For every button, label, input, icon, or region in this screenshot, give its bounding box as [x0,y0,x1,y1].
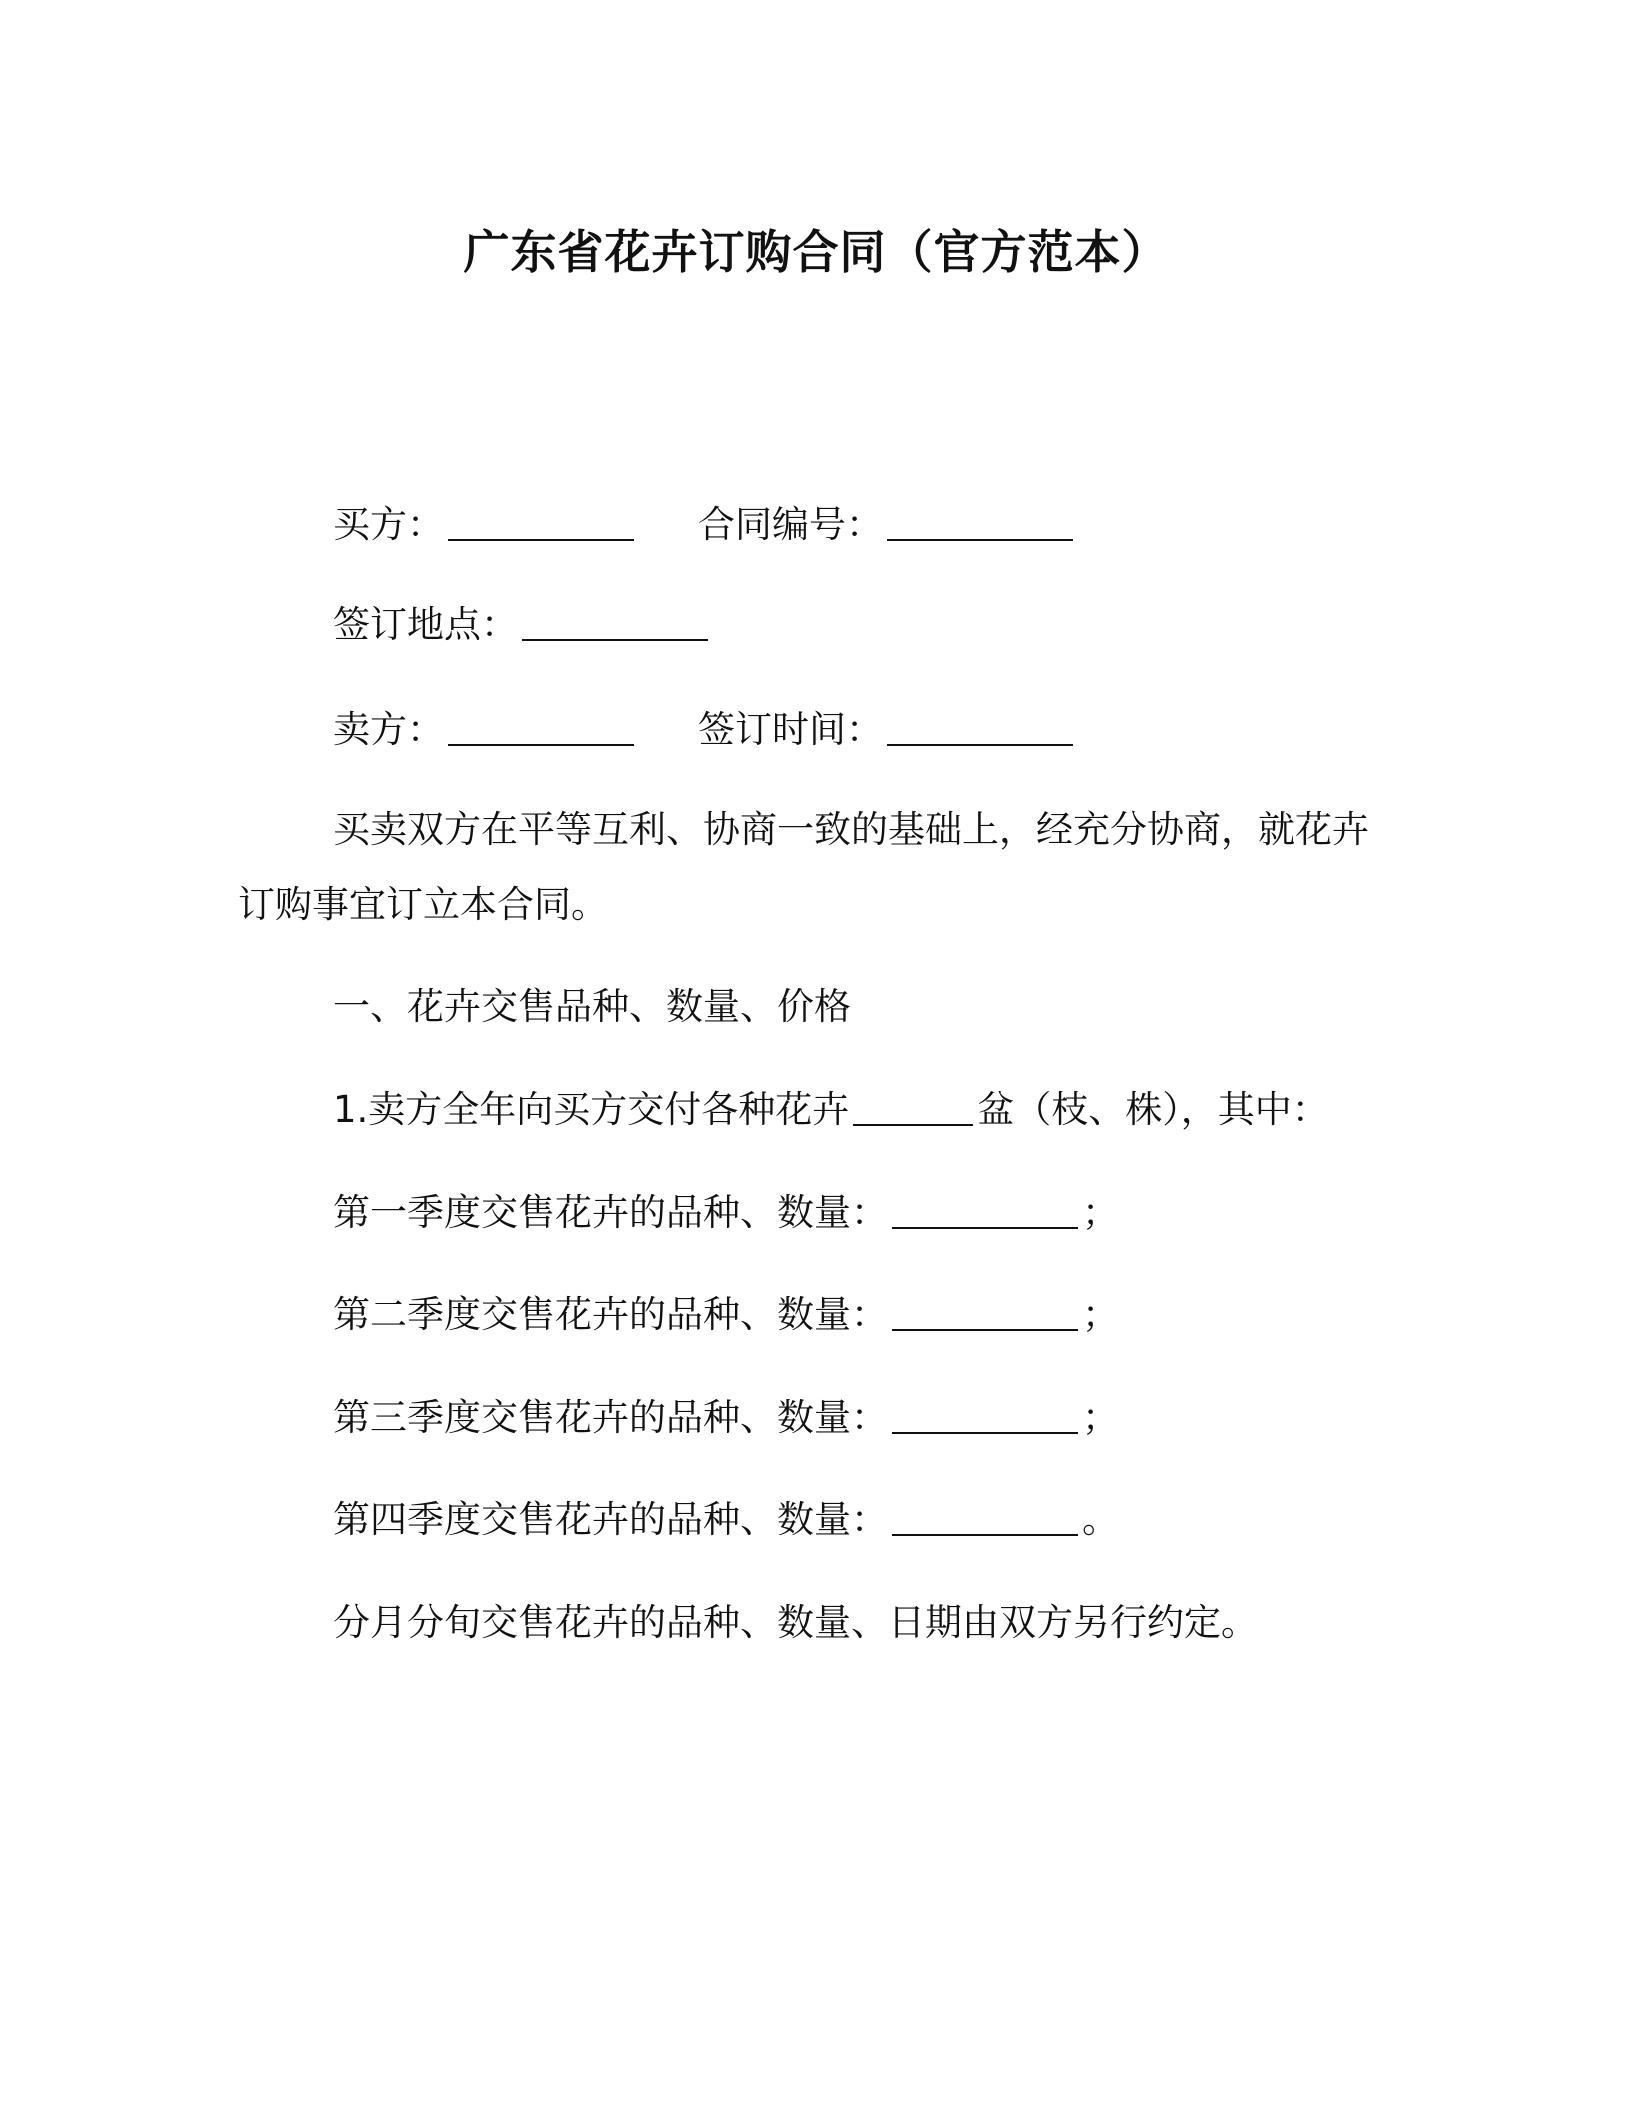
quarter-1-label: 第一季度交售花卉的品种、数量： [333,1191,888,1234]
seller-label: 卖方： [333,708,444,751]
quarter-3-line [333,1393,1119,1443]
quarter-4-line [333,1495,1119,1545]
quarter-2-line [333,1290,1119,1340]
sign-place-label: 签订地点： [333,603,518,646]
header-row-buyer [333,500,1333,550]
page-title: 广东省花卉订购合同（官方范本） [463,225,1169,279]
header-row-sign-place [333,600,712,650]
quarter-3-label: 第三季度交售花卉的品种、数量： [333,1396,888,1439]
quarter-4-label: 第四季度交售花卉的品种、数量： [333,1498,888,1541]
intro-line-2: 订购事宜订立本合同。 [238,883,608,926]
quarter-2-blank[interactable] [892,1295,1078,1331]
quarter-3-end: ； [1082,1396,1119,1439]
buyer-label: 买方： [333,503,444,546]
quarter-4-blank[interactable] [892,1500,1078,1536]
item-1-quantity-blank[interactable] [853,1090,973,1126]
contract-no-field [698,500,1077,550]
quarter-1-line [333,1188,1119,1238]
quarter-1-blank[interactable] [892,1193,1078,1229]
quarter-1-end: ； [1082,1191,1119,1234]
seller-blank[interactable] [448,710,634,746]
quarter-4-end: 。 [1082,1498,1119,1541]
sign-time-label: 签订时间： [698,708,883,751]
sign-place-blank[interactable] [522,605,708,641]
contract-no-blank[interactable] [887,505,1073,541]
section-1-heading: 一、花卉交售品种、数量、价格 [333,985,851,1028]
buyer-blank[interactable] [448,505,634,541]
sign-time-field [698,705,1077,755]
sign-time-blank[interactable] [887,710,1073,746]
section-1-item-1 [333,1085,1329,1135]
monthly-schedule-note: 分月分旬交售花卉的品种、数量、日期由双方另行约定。 [333,1601,1258,1644]
header-row-seller [333,705,1333,755]
item-1-suffix: 盆（枝、株），其中： [977,1088,1329,1131]
quarter-3-blank[interactable] [892,1398,1078,1434]
intro-line-1: 买卖双方在平等互利、协商一致的基础上，经充分协商，就花卉 [333,808,1369,851]
contract-no-label: 合同编号： [698,503,883,546]
quarter-2-label: 第二季度交售花卉的品种、数量： [333,1293,888,1336]
quarter-2-end: ； [1082,1293,1119,1336]
item-1-prefix: 1.卖方全年向买方交付各种花卉 [333,1088,850,1131]
